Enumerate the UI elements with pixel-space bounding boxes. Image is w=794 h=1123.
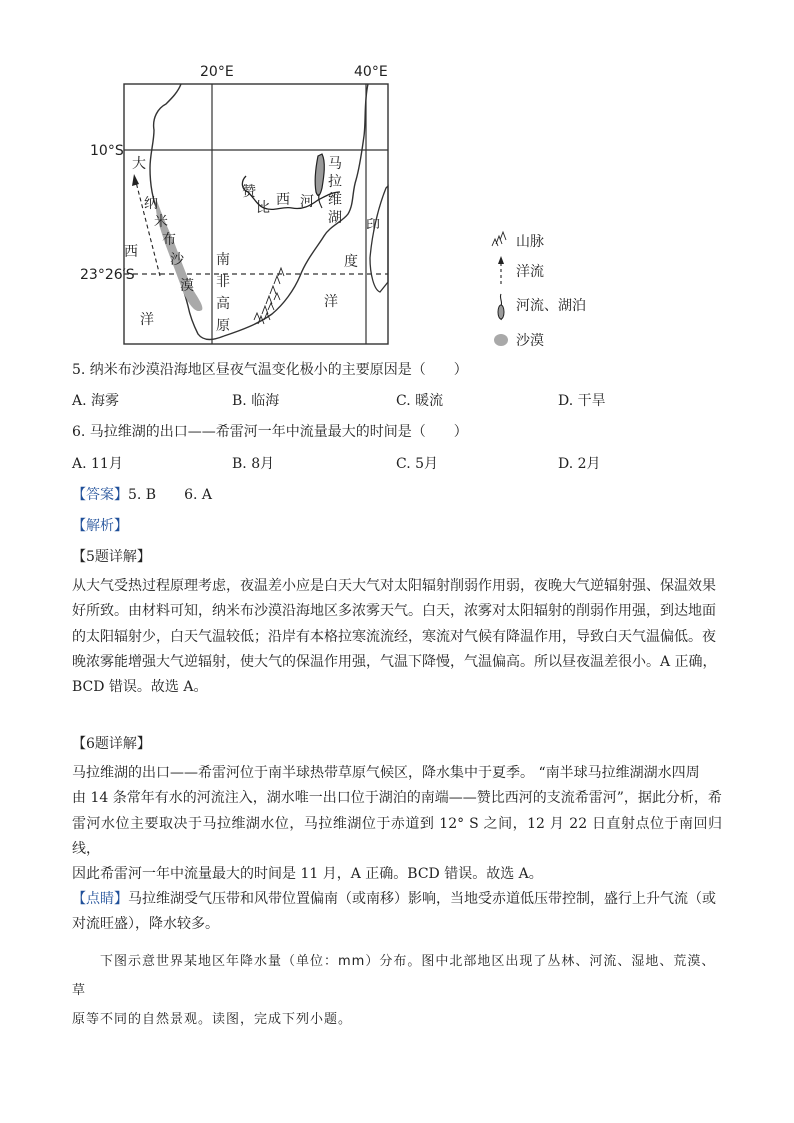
label-plateau-3: 高: [216, 296, 230, 312]
q5-detail-line: 的太阳辐射少，白天气温较低；沿岸有本格拉寒流流经，寒流对气候有降温作用，导致白天气温偏低。夜: [72, 628, 716, 645]
q6-option-b[interactable]: B. 8月: [232, 456, 275, 472]
lat-label-tropic: 23°26′S: [80, 267, 135, 283]
benguela-current-arrowhead: [132, 174, 139, 186]
q6-detail-paragraph: [72, 761, 722, 887]
q6-option-c[interactable]: C. 5月: [396, 456, 439, 472]
q6-option-a[interactable]: A. 11月: [72, 456, 123, 472]
q5-detail-line: 好所致。由材料可知，纳米布沙漠沿海地区多浓雾天气。白天，浓雾对太阳辐射的削弱作用强，到达地面: [72, 603, 716, 620]
q6-detail-line: 因此希雷河一年中流量最大的时间是 11 月，A 正确。BCD 错误。故选 A。: [72, 866, 543, 883]
river-lake-icon: [498, 294, 504, 320]
tip-line: 对流旺盛），降水较多。: [72, 916, 219, 933]
label-indian-1: 印: [366, 218, 380, 234]
label-plateau-4: 原: [216, 318, 230, 334]
q5-detail-tag: 【5题详解】: [72, 549, 151, 565]
label-zambezi-2: 比: [256, 200, 270, 216]
q5-detail-paragraph: [72, 574, 722, 700]
q6-option-d[interactable]: D. 2月: [558, 456, 601, 472]
legend-label-mountain: 山脉: [516, 234, 544, 250]
label-plateau-1: 南: [216, 252, 230, 268]
next-intro-line: 下图示意世界某地区年降水量（单位：mm）分布。图中北部地区出现了丛林、河流、湿地、荒漠、草: [72, 954, 716, 998]
q5-option-a[interactable]: A. 海雾: [72, 393, 120, 409]
tip-tag: 【点睛】: [72, 891, 128, 907]
legend-label-current: 洋流: [516, 264, 544, 280]
label-namib-4: 沙: [170, 252, 184, 268]
q5-option-d[interactable]: D. 干旱: [558, 393, 606, 409]
mountain-icon: [492, 232, 506, 246]
label-zambezi-1: 赞: [242, 184, 256, 200]
legend-svg: [484, 226, 614, 356]
answer-text: 5. B 6. A: [128, 487, 213, 503]
current-arrow-icon: [498, 256, 504, 284]
label-atlantic-2: 西: [124, 244, 138, 260]
label-malawi-2: 拉: [328, 174, 342, 190]
answer-tag: 【答案】: [72, 487, 128, 503]
east-coastline: [224, 84, 368, 336]
lon-label-20e: 20°E: [200, 64, 234, 80]
lat-label-10s: 10°S: [90, 143, 124, 159]
label-namib-2: 米: [154, 214, 168, 230]
q5-detail-line: 晚浓雾能增强大气逆辐射，使大气的保温作用强，气温下降慢，气温偏高。所以昼夜温差很小。A 正确，: [72, 653, 717, 670]
label-indian-2: 度: [344, 254, 358, 270]
answer-line: [72, 484, 212, 504]
map-figure: [80, 58, 586, 358]
q6-detail-line: 马拉维湖的出口——希雷河位于南半球热带草原气候区，降水集中于夏季。 “南半球马拉维湖湖水四周: [72, 765, 700, 781]
label-namib-5: 漠: [180, 278, 194, 294]
lake-malawi: [315, 154, 324, 195]
legend-label-desert: 沙漠: [516, 333, 544, 349]
desert-icon: [494, 334, 508, 346]
q5-option-b[interactable]: B. 临海: [232, 393, 280, 409]
label-namib-3: 布: [162, 232, 176, 248]
tip-line-text: 马拉维湖受气压带和风带位置偏南（或南移）影响，当地受赤道低压带控制，盛行上升气流（或: [128, 891, 716, 907]
question-6-stem: 6. 马拉维湖的出口——希雷河一年中流量最大的时间是（ ）: [72, 424, 468, 440]
label-atlantic-3: 洋: [140, 312, 154, 328]
label-plateau-2: 非: [216, 274, 230, 290]
next-intro: [72, 947, 722, 1034]
label-malawi-1: 马: [328, 156, 342, 172]
label-malawi-3: 维: [328, 192, 342, 208]
q5-option-c[interactable]: C. 暖流: [396, 393, 444, 409]
shire-river: [319, 194, 322, 208]
label-malawi-4: 湖: [328, 210, 342, 226]
q6-detail-tag: 【6题详解】: [72, 736, 151, 752]
label-namib-1: 纳: [144, 196, 158, 212]
legend-label-river-lake: 河流、湖泊: [516, 298, 586, 314]
q6-detail-line: 由 14 条常年有水的河流注入，湖水唯一出口位于湖泊的南端——赞比西河的支流希雷河”，据此分析，希: [72, 790, 722, 807]
madagascar-island: [370, 186, 388, 292]
tip-line: [72, 887, 722, 912]
lon-label-40e: 40°E: [354, 64, 388, 80]
map-svg: [80, 58, 526, 358]
q6-detail-line: 雷河水位主要取决于马拉维湖水位，马拉维湖位于赤道到 12° S 之间，12 月 22 日直射点位于南回归线，: [72, 815, 722, 857]
label-indian-3: 洋: [324, 294, 338, 310]
analysis-tag: 【解析】: [72, 518, 128, 534]
tip-paragraph: [72, 887, 722, 938]
next-intro-line: 原等不同的自然景观。读图，完成下列小题。: [72, 1012, 353, 1027]
question-5-stem: 5. 纳米布沙漠沿海地区昼夜气温变化极小的主要原因是（ ）: [72, 362, 468, 378]
q5-detail-line: 从大气受热过程原理考虑，夜温差小应是白天大气对太阳辐射削弱作用弱，夜晚大气逆辐射强、保温效果: [72, 578, 716, 594]
q5-detail-line: BCD 错误。故选 A。: [72, 679, 208, 696]
west-coastline: [150, 84, 224, 340]
label-zambezi-4: 河: [300, 194, 314, 210]
label-atlantic-1: 大: [132, 156, 146, 172]
label-zambezi-3: 西: [276, 192, 290, 208]
